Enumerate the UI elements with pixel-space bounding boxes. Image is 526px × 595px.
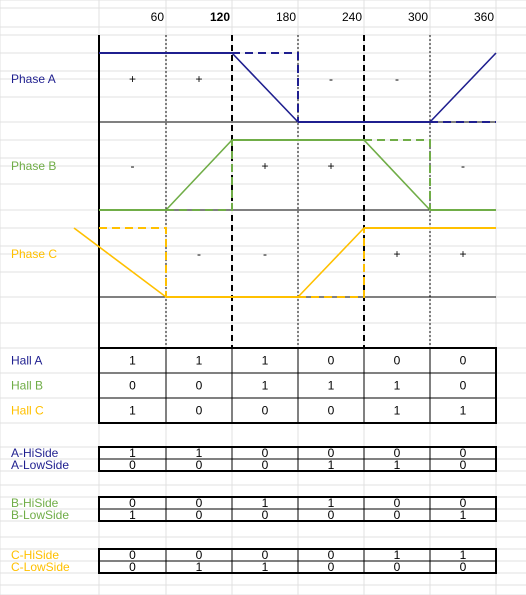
phase-label: Phase A [11, 72, 56, 86]
table-cell: 1 [129, 353, 136, 368]
table-cell: 1 [195, 446, 203, 460]
table-cell: 0 [261, 403, 269, 418]
table-cell: 0 [459, 560, 467, 574]
hall-sensor-table [11, 348, 496, 423]
row-label: Hall B [11, 378, 44, 393]
table-cell: 0 [459, 353, 467, 368]
table-cell: 1 [195, 560, 203, 574]
table-cell: 0 [459, 446, 467, 460]
row-label: Hall C [11, 403, 44, 418]
angle-label: 60 [150, 10, 164, 24]
angle-label: 300 [407, 10, 428, 24]
table-cell: 0 [459, 458, 467, 472]
table-cell: 0 [327, 446, 335, 460]
phase-sign: + [128, 72, 137, 86]
table-cell: 0 [195, 508, 203, 522]
row-label: B-LowSide [11, 508, 70, 522]
row-label: Hall A [11, 353, 43, 368]
table-cell: 0 [129, 496, 136, 510]
table-cell: 0 [261, 508, 269, 522]
angle-header-row [151, 10, 495, 24]
phase-label-column [11, 72, 57, 261]
phase-sign: + [459, 247, 467, 261]
phase-sign: - [197, 247, 201, 261]
angle-label: 180 [275, 10, 296, 24]
table-cell: 1 [129, 403, 136, 418]
table-cell: 0 [327, 403, 335, 418]
table-cell: 0 [393, 446, 401, 460]
table-cell: 1 [459, 403, 467, 418]
phase-sign: + [393, 247, 401, 261]
table-cell: 1 [129, 508, 136, 522]
phase-sign: + [195, 72, 203, 86]
table-cell: 1 [393, 403, 401, 418]
angle-label: 240 [341, 10, 362, 24]
table-cell: 0 [393, 560, 401, 574]
phase-sign: + [327, 159, 335, 173]
phase-waveforms [74, 53, 496, 297]
table-cell: 1 [459, 508, 467, 522]
table-cell: 1 [261, 378, 269, 393]
row-label: A-LowSide [11, 458, 70, 472]
table-cell: 0 [459, 496, 467, 510]
row-label: B-HiSide [11, 496, 59, 510]
table-cell: 0 [393, 496, 401, 510]
table-cell: 0 [129, 560, 136, 574]
phase-sign: - [130, 159, 135, 173]
table-cell: 1 [261, 353, 269, 368]
row-label: A-HiSide [11, 446, 59, 460]
phase-sign: - [395, 72, 399, 86]
table-cell: 1 [393, 548, 401, 562]
phase-sign: - [461, 159, 465, 173]
table-cell: 1 [327, 378, 335, 393]
angle-label: 120 [209, 10, 230, 24]
table-cell: 0 [327, 560, 335, 574]
table-cell: 1 [129, 446, 136, 460]
table-cell: 1 [459, 548, 467, 562]
table-cell: 0 [393, 508, 401, 522]
table-cell: 0 [195, 403, 203, 418]
table-cell: 0 [459, 378, 467, 393]
table-cell: 1 [327, 496, 335, 510]
phase-sign: - [329, 72, 333, 86]
table-cell: 0 [195, 378, 203, 393]
table-cell: 1 [393, 458, 401, 472]
table-cell: 0 [327, 353, 335, 368]
table-cell: 1 [261, 560, 269, 574]
table-cell: 0 [129, 458, 136, 472]
phase-label: Phase B [11, 159, 57, 173]
table-cell: 0 [261, 458, 269, 472]
table-cell: 0 [195, 548, 203, 562]
table-cell: 0 [393, 353, 401, 368]
table-cell: 0 [327, 508, 335, 522]
table-cell: 1 [195, 353, 203, 368]
table-cell: 0 [195, 496, 203, 510]
table-cell: 0 [261, 446, 269, 460]
table-cell: 0 [195, 458, 203, 472]
table-cell: 1 [393, 378, 401, 393]
table-cell: 1 [261, 496, 269, 510]
table-cell: 0 [327, 548, 335, 562]
phase-sign: + [261, 159, 269, 173]
phase-label: Phase C [11, 247, 58, 261]
angle-label: 360 [473, 10, 494, 24]
row-label: C-LowSide [11, 560, 70, 574]
phase-sign: - [263, 247, 267, 261]
table-cell: 0 [261, 548, 269, 562]
table-cell: 0 [129, 378, 136, 393]
phase-c-trace-dashed [99, 228, 166, 297]
phase-c-trace [74, 228, 496, 297]
row-label: C-HiSide [11, 548, 60, 562]
table-cell: 0 [129, 548, 136, 562]
gate-drive-tables [11, 446, 496, 574]
table-cell: 1 [327, 458, 335, 472]
